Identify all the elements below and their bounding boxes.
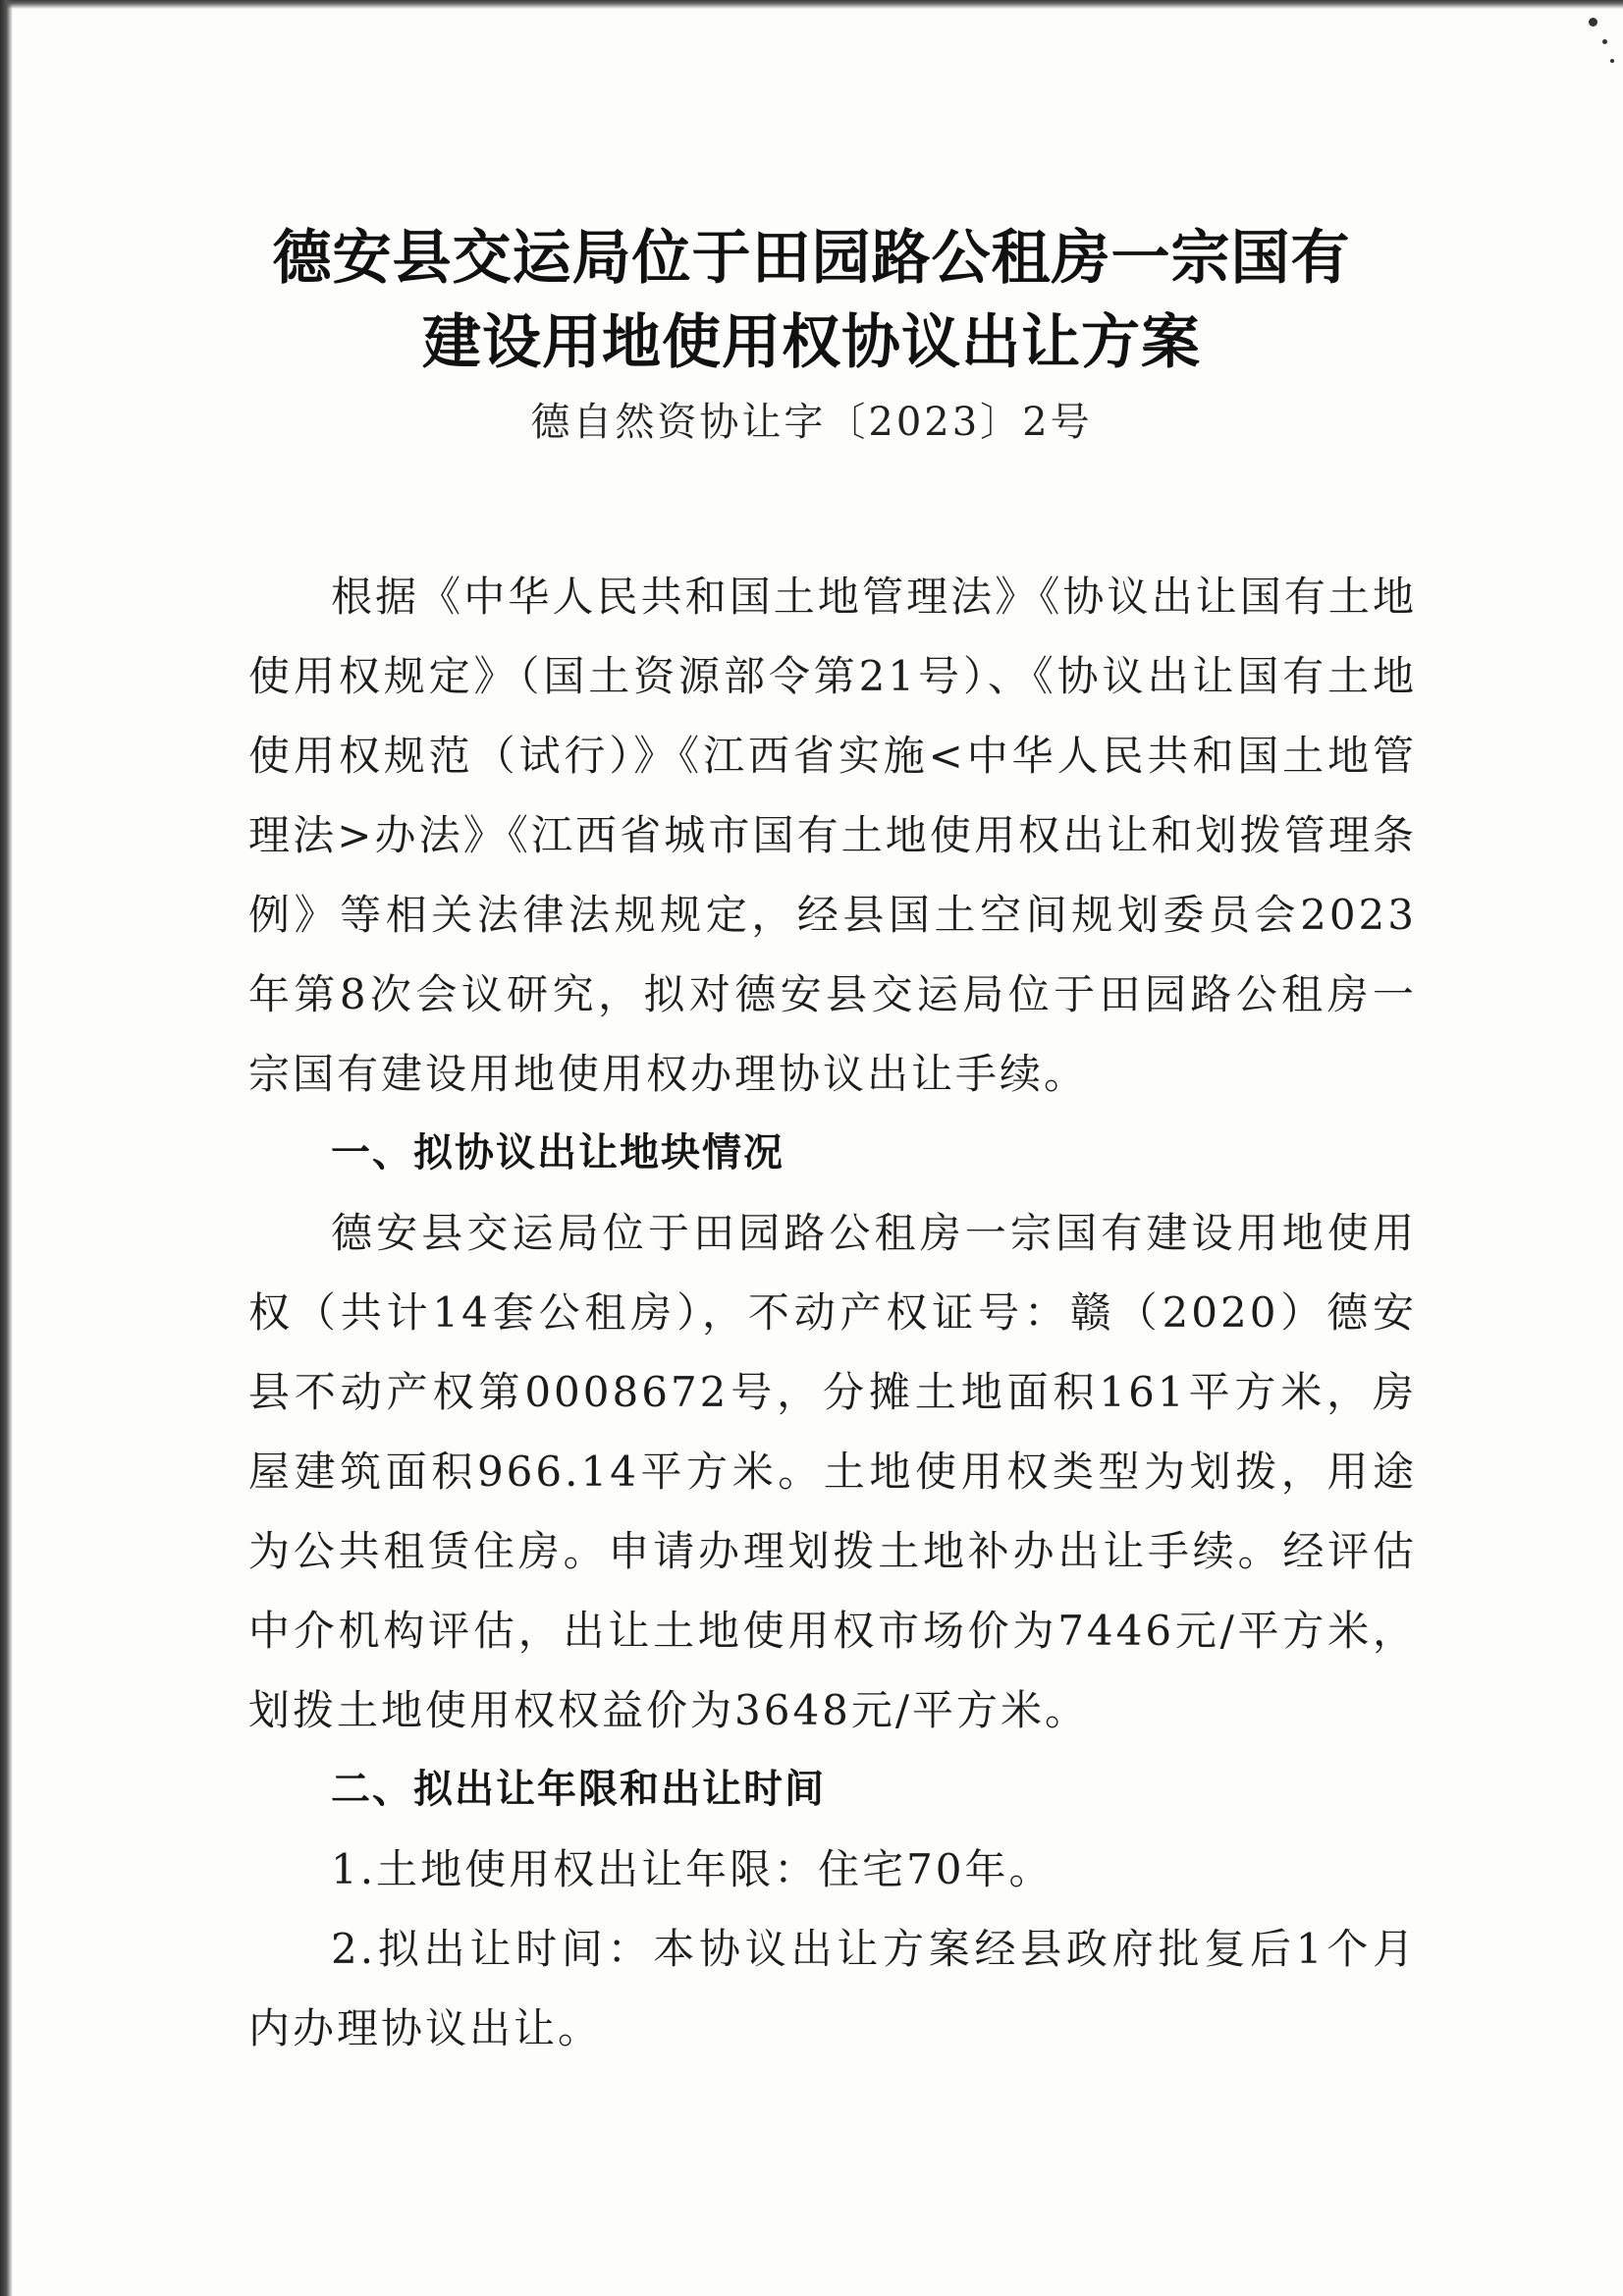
section-1-heading: 一、拟协议出让地块情况: [331, 1130, 784, 1175]
section-2-item-1: 1.土地使用权出让年限：住宅70年。: [331, 1845, 1054, 1893]
document-title-line-1: 德安县交运局位于田园路公租房一宗国有: [272, 224, 1351, 293]
scan-speck: [1610, 59, 1614, 63]
intro-paragraph: 根据《中华人民共和国土地管理法》《协议出让国有土地使用权规定》（国土资源部令第21号）、《协议出让国有土地使用权规范（试行）》《江西省实施<中华人民共和国土地管理法>办法》《江西省城市国有土地使用权出让和划拨管理条例》等相关法律法规规定，经县国土空间规划委员会2023年第8次会议研究，拟对德安县交运局位于田园路公租房一宗国有建设用地使用权办理协议出让手续。: [248, 573, 1417, 1098]
section-1-paragraph: 德安县交运局位于田园路公租房一宗国有建设用地使用权（共计14套公租房），不动产权证号：赣（2020）德安县不动产权第0008672号，分摊土地面积161平方米，房屋建筑面积966.14平方米。土地使用权类型为划拨，用途为公共租赁住房。申请办理划拨土地补办出让手续。经评估中介机构评估，出让土地使用权市场价为7446元/平方米，划拨土地使用权权益价为3648元/平方米。: [248, 1209, 1417, 1734]
document-number: 德自然资协让字〔2023〕2号: [530, 400, 1093, 445]
section-2-item-2: 2.拟出让时间：本协议出让方案经县政府批复后1个月内办理协议出让。: [248, 1925, 1417, 2052]
scan-edge-top: [0, 0, 1623, 9]
section-2-heading: 二、拟出让年限和出让时间: [331, 1767, 826, 1812]
scan-speck: [1602, 39, 1607, 44]
scan-speck: [1589, 18, 1597, 27]
document-body: [248, 557, 1417, 2068]
document-title-line-2: 建设用地使用权协议出让方案: [422, 308, 1201, 377]
